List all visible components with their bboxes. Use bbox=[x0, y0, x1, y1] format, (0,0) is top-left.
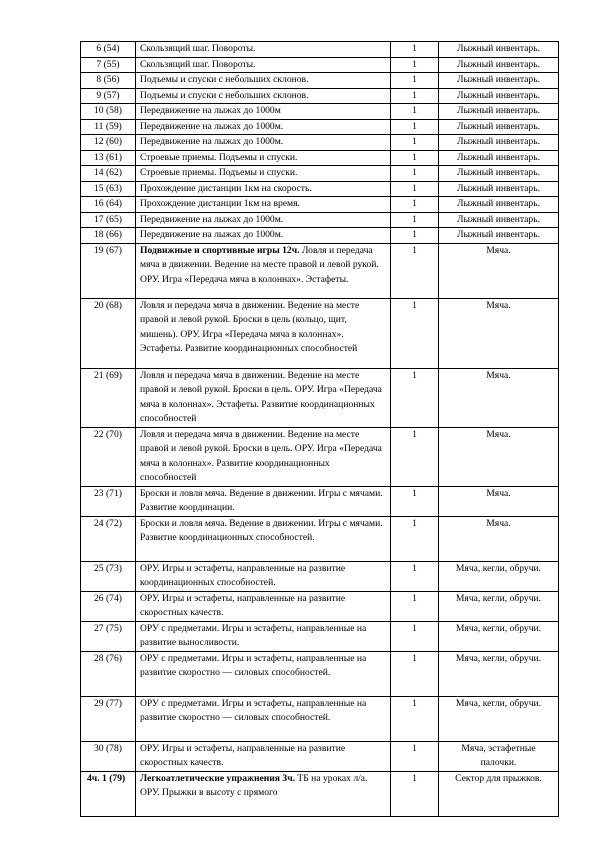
table-row bbox=[81, 561, 559, 591]
lesson-topic bbox=[136, 427, 391, 486]
lesson-topic bbox=[136, 228, 391, 244]
lesson-hours: 1 bbox=[391, 368, 439, 427]
lesson-number: 30 (78) bbox=[81, 741, 136, 771]
lesson-number: 22 (70) bbox=[81, 427, 136, 486]
table-row bbox=[81, 516, 559, 561]
table-row bbox=[81, 486, 559, 516]
lesson-hours: 1 bbox=[391, 42, 439, 58]
table-row bbox=[81, 135, 559, 151]
lesson-number: 18 (66) bbox=[81, 228, 136, 244]
lesson-number: 4ч. 1 (79) bbox=[81, 771, 136, 816]
lesson-topic bbox=[136, 150, 391, 166]
lesson-number: 28 (76) bbox=[81, 651, 136, 696]
lesson-number: 7 (55) bbox=[81, 57, 136, 73]
lesson-number: 11 (59) bbox=[81, 119, 136, 135]
table-row bbox=[81, 197, 559, 213]
lesson-number: 21 (69) bbox=[81, 368, 136, 427]
lesson-topic bbox=[136, 741, 391, 771]
lesson-hours: 1 bbox=[391, 696, 439, 741]
lesson-topic bbox=[136, 104, 391, 120]
lesson-hours: 1 bbox=[391, 516, 439, 561]
lesson-hours: 1 bbox=[391, 119, 439, 135]
lesson-number: 14 (62) bbox=[81, 166, 136, 182]
lesson-number: 9 (57) bbox=[81, 88, 136, 104]
lesson-number: 8 (56) bbox=[81, 73, 136, 89]
table-row bbox=[81, 741, 559, 771]
table-row bbox=[81, 57, 559, 73]
lesson-hours: 1 bbox=[391, 591, 439, 621]
lesson-topic-text: ОРУ с предметами. Игры и эстафеты, направленные на развитие скоростно — силовых способностей. bbox=[140, 652, 367, 678]
lesson-hours: 1 bbox=[391, 135, 439, 151]
lesson-topic bbox=[136, 243, 391, 298]
lesson-hours: 1 bbox=[391, 741, 439, 771]
lesson-equipment: Мяча. bbox=[439, 243, 559, 298]
table-row bbox=[81, 298, 559, 368]
lesson-number: 25 (73) bbox=[81, 561, 136, 591]
lesson-equipment: Мяча, кегли, обручи. bbox=[439, 651, 559, 696]
lesson-topic-text: Ловля и передача мяча в движении. Ведение на месте правой и левой рукой. Броски в цель. ОРУ. Игра «Передача мяча в колоннах». Эстафеты. Развитие координационных способностей bbox=[140, 369, 382, 424]
lesson-equipment: Мяча. bbox=[439, 516, 559, 561]
table-row bbox=[81, 73, 559, 89]
lesson-hours: 1 bbox=[391, 212, 439, 228]
lesson-topic bbox=[136, 73, 391, 89]
table-row bbox=[81, 119, 559, 135]
lesson-number: 26 (74) bbox=[81, 591, 136, 621]
lesson-topic-text: Передвижение на лыжах до 1000м. bbox=[140, 120, 284, 132]
lesson-topic bbox=[136, 88, 391, 104]
lesson-topic-text: Скользящий шаг. Повороты. bbox=[140, 43, 256, 54]
lesson-number: 12 (60) bbox=[81, 135, 136, 151]
table-row bbox=[81, 621, 559, 651]
lesson-topic-text: Подъемы и спуски с небольших склонов. bbox=[140, 89, 309, 101]
lesson-topic bbox=[136, 212, 391, 228]
table-row bbox=[81, 228, 559, 244]
lesson-number: 27 (75) bbox=[81, 621, 136, 651]
lesson-topic-text: Ловля и передача мяча в движении. Ведение на месте правой и левой рукой. Броски в цель. ОРУ. Игра «Передача мяча в колоннах». Развитие координационных способностей bbox=[140, 428, 382, 483]
lesson-topic-text: Строевые приемы. Подъемы и спуски. bbox=[140, 151, 298, 163]
lesson-topic-text: Скользящий шаг. Повороты. bbox=[140, 58, 256, 70]
table-row bbox=[81, 88, 559, 104]
lesson-topic bbox=[136, 119, 391, 135]
lesson-topic bbox=[136, 516, 391, 561]
table-row bbox=[81, 42, 559, 58]
lesson-topic-text: ОРУ. Игры и эстафеты, направленные на развитие координационных способностей. bbox=[140, 562, 346, 588]
table-row bbox=[81, 166, 559, 182]
lesson-topic bbox=[136, 197, 391, 213]
lesson-number: 19 (67) bbox=[81, 243, 136, 298]
lesson-number: 16 (64) bbox=[81, 197, 136, 213]
lesson-topic-text: Передвижение на лыжах до 1000м. bbox=[140, 136, 284, 147]
table-row bbox=[81, 243, 559, 298]
lesson-equipment: Лыжный инвентарь. bbox=[439, 104, 559, 120]
lesson-hours: 1 bbox=[391, 243, 439, 298]
lesson-equipment: Лыжный инвентарь. bbox=[439, 88, 559, 104]
table-row bbox=[81, 150, 559, 166]
lesson-topic-text: Ловля и передача мяча в движении. Ведение на месте правой и левой рукой. ОРУ. Игра «Передача мяча в колоннах». Эстафеты. bbox=[140, 244, 379, 285]
table-row bbox=[81, 104, 559, 120]
lesson-equipment: Лыжный инвентарь. bbox=[439, 150, 559, 166]
lesson-topic bbox=[136, 696, 391, 741]
lesson-hours: 1 bbox=[391, 771, 439, 816]
lesson-topic bbox=[136, 135, 391, 151]
lesson-equipment: Мяча. bbox=[439, 486, 559, 516]
lesson-number: 29 (77) bbox=[81, 696, 136, 741]
lesson-equipment: Лыжный инвентарь. bbox=[439, 57, 559, 73]
lesson-topic-text: Передвижение на лыжах до 1000м. bbox=[140, 229, 284, 240]
lesson-hours: 1 bbox=[391, 561, 439, 591]
lesson-hours: 1 bbox=[391, 228, 439, 244]
lesson-hours: 1 bbox=[391, 57, 439, 73]
lesson-topic-text: Строевые приемы. Подъемы и спуски. bbox=[140, 167, 298, 178]
lesson-hours: 1 bbox=[391, 166, 439, 182]
lesson-equipment: Лыжный инвентарь. bbox=[439, 73, 559, 89]
table-row bbox=[81, 368, 559, 427]
lesson-equipment: Лыжный инвентарь. bbox=[439, 212, 559, 228]
lesson-equipment: Мяча. bbox=[439, 427, 559, 486]
lesson-equipment: Лыжный инвентарь. bbox=[439, 135, 559, 151]
lesson-equipment: Лыжный инвентарь. bbox=[439, 166, 559, 182]
lesson-topic bbox=[136, 771, 391, 816]
lesson-topic-text: Ловля и передача мяча в движении. Ведение на месте правой и левой рукой. Броски в цель (кольцо, щит, мишень). ОРУ. Игра «Передача мяча в колоннах». Эстафеты. Развитие координационных способностей bbox=[140, 299, 360, 354]
lesson-equipment: Лыжный инвентарь. bbox=[439, 197, 559, 213]
lesson-equipment: Мяча, кегли, обручи. bbox=[439, 591, 559, 621]
lesson-number: 17 (65) bbox=[81, 212, 136, 228]
lesson-topic bbox=[136, 591, 391, 621]
table-row bbox=[81, 427, 559, 486]
lesson-equipment: Мяча, эстафетные палочки. bbox=[439, 741, 559, 771]
lesson-topic-text: ТБ на уроках л/а. ОРУ. Прыжки в высоту с прямого bbox=[140, 772, 368, 798]
lesson-equipment: Лыжный инвентарь. bbox=[439, 119, 559, 135]
lesson-topic-text: Передвижение на лыжах до 1000м. bbox=[140, 213, 284, 225]
lesson-topic-text: Броски и ловля мяча. Ведение в движении. Игры с мячами. Развитие координации. bbox=[140, 487, 383, 513]
lesson-hours: 1 bbox=[391, 73, 439, 89]
lesson-number: 13 (61) bbox=[81, 150, 136, 166]
table-row bbox=[81, 181, 559, 197]
lesson-number: 6 (54) bbox=[81, 42, 136, 58]
table-row bbox=[81, 591, 559, 621]
lesson-equipment: Мяча, кегли, обручи. bbox=[439, 696, 559, 741]
lesson-number: 24 (72) bbox=[81, 516, 136, 561]
table-row bbox=[81, 771, 559, 816]
lesson-equipment: Лыжный инвентарь. bbox=[439, 228, 559, 244]
lesson-topic-text: ОРУ с предметами. Игры и эстафеты, направленные на развитие скоростно — силовых способностей. bbox=[140, 697, 367, 723]
lesson-topic bbox=[136, 621, 391, 651]
lesson-topic bbox=[136, 651, 391, 696]
lesson-hours: 1 bbox=[391, 104, 439, 120]
lesson-topic-text: ОРУ с предметами. Игры и эстафеты, направленные на развитие выносливости. bbox=[140, 622, 367, 648]
lesson-equipment: Лыжный инвентарь. bbox=[439, 42, 559, 58]
lesson-hours: 1 bbox=[391, 88, 439, 104]
lesson-equipment: Мяча, кегли, обручи. bbox=[439, 621, 559, 651]
lesson-topic-text: Прохождение дистанции 1км на скорость. bbox=[140, 182, 312, 194]
table-row bbox=[81, 696, 559, 741]
lesson-topic-text: Броски и ловля мяча. Ведение в движении. Игры с мячами. Развитие координационных способностей. bbox=[140, 517, 383, 543]
lesson-number: 23 (71) bbox=[81, 486, 136, 516]
lesson-topic bbox=[136, 181, 391, 197]
lesson-plan-table bbox=[80, 41, 559, 817]
lesson-hours: 1 bbox=[391, 621, 439, 651]
lesson-equipment: Мяча. bbox=[439, 298, 559, 368]
table-row bbox=[81, 212, 559, 228]
lesson-topic-text: ОРУ. Игры и эстафеты, направленные на развитие скоростных качеств. bbox=[140, 742, 346, 768]
lesson-equipment: Мяча, кегли, обручи. bbox=[439, 561, 559, 591]
lesson-hours: 1 bbox=[391, 651, 439, 696]
lesson-topic bbox=[136, 561, 391, 591]
lesson-hours: 1 bbox=[391, 427, 439, 486]
lesson-hours: 1 bbox=[391, 197, 439, 213]
lesson-topic bbox=[136, 298, 391, 368]
table-row bbox=[81, 651, 559, 696]
lesson-topic bbox=[136, 368, 391, 427]
lesson-hours: 1 bbox=[391, 298, 439, 368]
lesson-number: 10 (58) bbox=[81, 104, 136, 120]
section-heading: Легкоатлетические упражнения 3ч. bbox=[140, 772, 296, 784]
lesson-topic bbox=[136, 42, 391, 58]
lesson-topic bbox=[136, 166, 391, 182]
lesson-topic-text: Прохождение дистанции 1км на время. bbox=[140, 198, 300, 209]
lesson-hours: 1 bbox=[391, 150, 439, 166]
lesson-number: 20 (68) bbox=[81, 298, 136, 368]
lesson-equipment: Сектор для прыжков. bbox=[439, 771, 559, 816]
lesson-hours: 1 bbox=[391, 486, 439, 516]
lesson-equipment: Лыжный инвентарь. bbox=[439, 181, 559, 197]
lesson-topic-text: Передвижение на лыжах до 1000м bbox=[140, 105, 281, 116]
lesson-number: 15 (63) bbox=[81, 181, 136, 197]
lesson-plan-body bbox=[81, 42, 559, 817]
lesson-equipment: Мяча. bbox=[439, 368, 559, 427]
section-heading: Подвижные и спортивные игры 12ч. bbox=[140, 244, 300, 256]
lesson-topic bbox=[136, 486, 391, 516]
lesson-topic-text: ОРУ. Игры и эстафеты, направленные на развитие скоростных качеств. bbox=[140, 592, 346, 618]
lesson-topic-text: Подъемы и спуски с небольших склонов. bbox=[140, 74, 309, 85]
lesson-hours: 1 bbox=[391, 181, 439, 197]
lesson-topic bbox=[136, 57, 391, 73]
